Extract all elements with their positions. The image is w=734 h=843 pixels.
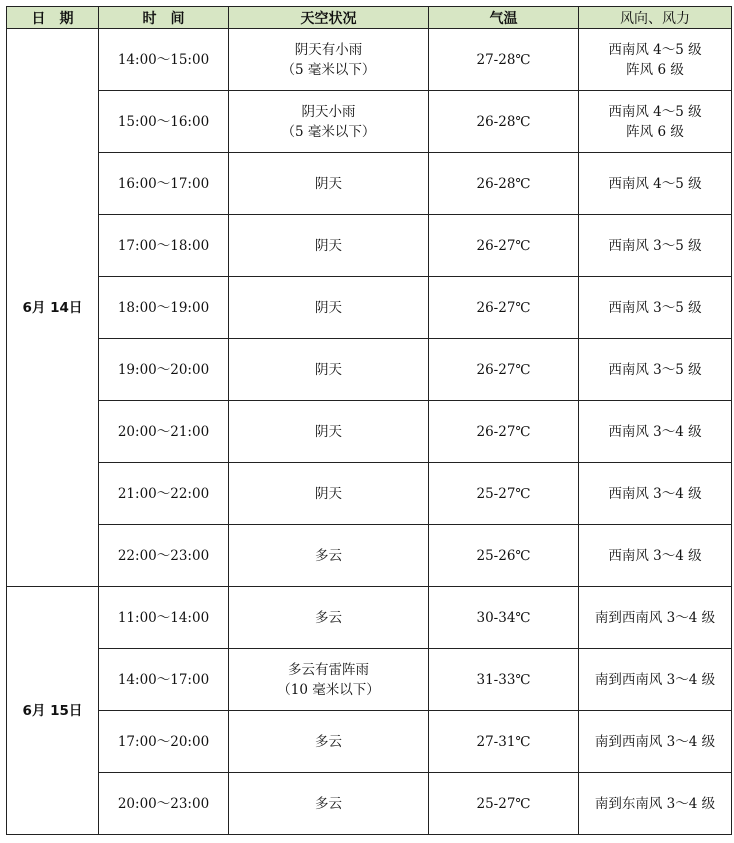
time-cell: 21:00～22:00 xyxy=(99,463,229,525)
sky-cell-line: （5 毫米以下） xyxy=(281,123,376,140)
sky-cell xyxy=(229,29,429,91)
temperature-cell: 25-27℃ xyxy=(429,773,579,835)
time-cell: 17:00～20:00 xyxy=(99,711,229,773)
sky-cell xyxy=(229,91,429,153)
sky-cell xyxy=(229,711,429,773)
header-row xyxy=(7,7,732,29)
temperature-cell: 26-27℃ xyxy=(429,215,579,277)
wind-cell xyxy=(579,463,732,525)
sky-cell-line: 多云 xyxy=(315,795,342,812)
table-row xyxy=(7,277,732,339)
temperature-cell: 27-28℃ xyxy=(429,29,579,91)
table-row xyxy=(7,153,732,215)
temperature-cell: 30-34℃ xyxy=(429,587,579,649)
wind-cell xyxy=(579,339,732,401)
sky-cell-line: 多云 xyxy=(315,733,342,750)
wind-cell-line: 南到西南风 3～4 级 xyxy=(594,671,716,688)
time-cell: 17:00～18:00 xyxy=(99,215,229,277)
sky-cell xyxy=(229,649,429,711)
wind-cell-line: 西南风 3～5 级 xyxy=(608,299,702,316)
sky-cell-line: （5 毫米以下） xyxy=(281,61,376,78)
sky-cell xyxy=(229,401,429,463)
sky-cell xyxy=(229,277,429,339)
wind-cell-line: 西南风 3～4 级 xyxy=(608,547,702,564)
table-row xyxy=(7,401,732,463)
sky-cell-line: （10 毫米以下） xyxy=(277,681,380,698)
sky-cell xyxy=(229,773,429,835)
header-time: 时 间 xyxy=(99,7,229,29)
wind-cell xyxy=(579,587,732,649)
table-header xyxy=(7,7,732,29)
sky-cell xyxy=(229,153,429,215)
sky-cell xyxy=(229,339,429,401)
table-row xyxy=(7,91,732,153)
sky-cell-line: 阴天有小雨 xyxy=(294,41,363,58)
wind-cell xyxy=(579,773,732,835)
temperature-cell: 26-27℃ xyxy=(429,277,579,339)
wind-cell xyxy=(579,525,732,587)
wind-cell-line: 西南风 4～5 级 xyxy=(608,103,702,120)
temperature-cell: 25-26℃ xyxy=(429,525,579,587)
sky-cell-line: 多云有雷阵雨 xyxy=(288,661,369,678)
table-row xyxy=(7,587,732,649)
sky-cell xyxy=(229,525,429,587)
sky-cell-line: 阴天 xyxy=(315,423,342,440)
wind-cell-line: 西南风 3～4 级 xyxy=(608,485,702,502)
wind-cell-line: 西南风 3～5 级 xyxy=(608,237,702,254)
wind-cell-line: 南到东南风 3～4 级 xyxy=(594,795,716,812)
wind-cell-line: 阵风 6 级 xyxy=(626,61,684,78)
table-row xyxy=(7,29,732,91)
sky-cell-line: 阴天 xyxy=(315,237,342,254)
sky-cell-line: 阴天 xyxy=(315,485,342,502)
temperature-cell: 31-33℃ xyxy=(429,649,579,711)
table-row xyxy=(7,339,732,401)
wind-cell-line: 西南风 4～5 级 xyxy=(608,41,702,58)
sky-cell-line: 阴天 xyxy=(315,175,342,192)
temperature-cell: 26-28℃ xyxy=(429,153,579,215)
temperature-cell: 25-27℃ xyxy=(429,463,579,525)
header-sky: 天空状况 xyxy=(229,7,429,29)
wind-cell xyxy=(579,153,732,215)
temperature-cell: 27-31℃ xyxy=(429,711,579,773)
sky-cell-line: 多云 xyxy=(315,547,342,564)
time-cell: 20:00～23:00 xyxy=(99,773,229,835)
time-cell: 11:00～14:00 xyxy=(99,587,229,649)
wind-cell-line: 南到西南风 3～4 级 xyxy=(594,609,716,626)
wind-cell xyxy=(579,215,732,277)
sky-cell xyxy=(229,463,429,525)
sky-cell xyxy=(229,587,429,649)
wind-cell-line: 西南风 3～4 级 xyxy=(608,423,702,440)
wind-cell-line: 南到西南风 3～4 级 xyxy=(594,733,716,750)
wind-cell xyxy=(579,277,732,339)
wind-cell-line: 西南风 3～5 级 xyxy=(608,361,702,378)
time-cell: 19:00～20:00 xyxy=(99,339,229,401)
sky-cell-line: 多云 xyxy=(315,609,342,626)
table-row xyxy=(7,773,732,835)
header-wind: 风向、风力 xyxy=(579,7,732,29)
wind-cell-line: 西南风 4～5 级 xyxy=(608,175,702,192)
sky-cell xyxy=(229,215,429,277)
time-cell: 14:00～15:00 xyxy=(99,29,229,91)
temperature-cell: 26-28℃ xyxy=(429,91,579,153)
time-cell: 22:00～23:00 xyxy=(99,525,229,587)
table-row xyxy=(7,649,732,711)
wind-cell xyxy=(579,29,732,91)
temperature-cell: 26-27℃ xyxy=(429,339,579,401)
time-cell: 18:00～19:00 xyxy=(99,277,229,339)
weather-forecast-table xyxy=(6,6,732,835)
sky-cell-line: 阴天 xyxy=(315,361,342,378)
table-row xyxy=(7,525,732,587)
wind-cell xyxy=(579,91,732,153)
wind-cell-line: 阵风 6 级 xyxy=(626,123,684,140)
header-temperature: 气温 xyxy=(429,7,579,29)
sky-cell-line: 阴天小雨 xyxy=(301,103,356,120)
table-row xyxy=(7,463,732,525)
wind-cell xyxy=(579,649,732,711)
table-row xyxy=(7,711,732,773)
sky-cell-line: 阴天 xyxy=(315,299,342,316)
time-cell: 20:00～21:00 xyxy=(99,401,229,463)
header-date: 日 期 xyxy=(7,7,99,29)
table-row xyxy=(7,215,732,277)
time-cell: 15:00～16:00 xyxy=(99,91,229,153)
table-body xyxy=(7,29,732,835)
date-cell: 6月 15日 xyxy=(7,587,99,835)
wind-cell xyxy=(579,401,732,463)
date-cell: 6月 14日 xyxy=(7,29,99,587)
wind-cell xyxy=(579,711,732,773)
time-cell: 16:00～17:00 xyxy=(99,153,229,215)
temperature-cell: 26-27℃ xyxy=(429,401,579,463)
time-cell: 14:00～17:00 xyxy=(99,649,229,711)
